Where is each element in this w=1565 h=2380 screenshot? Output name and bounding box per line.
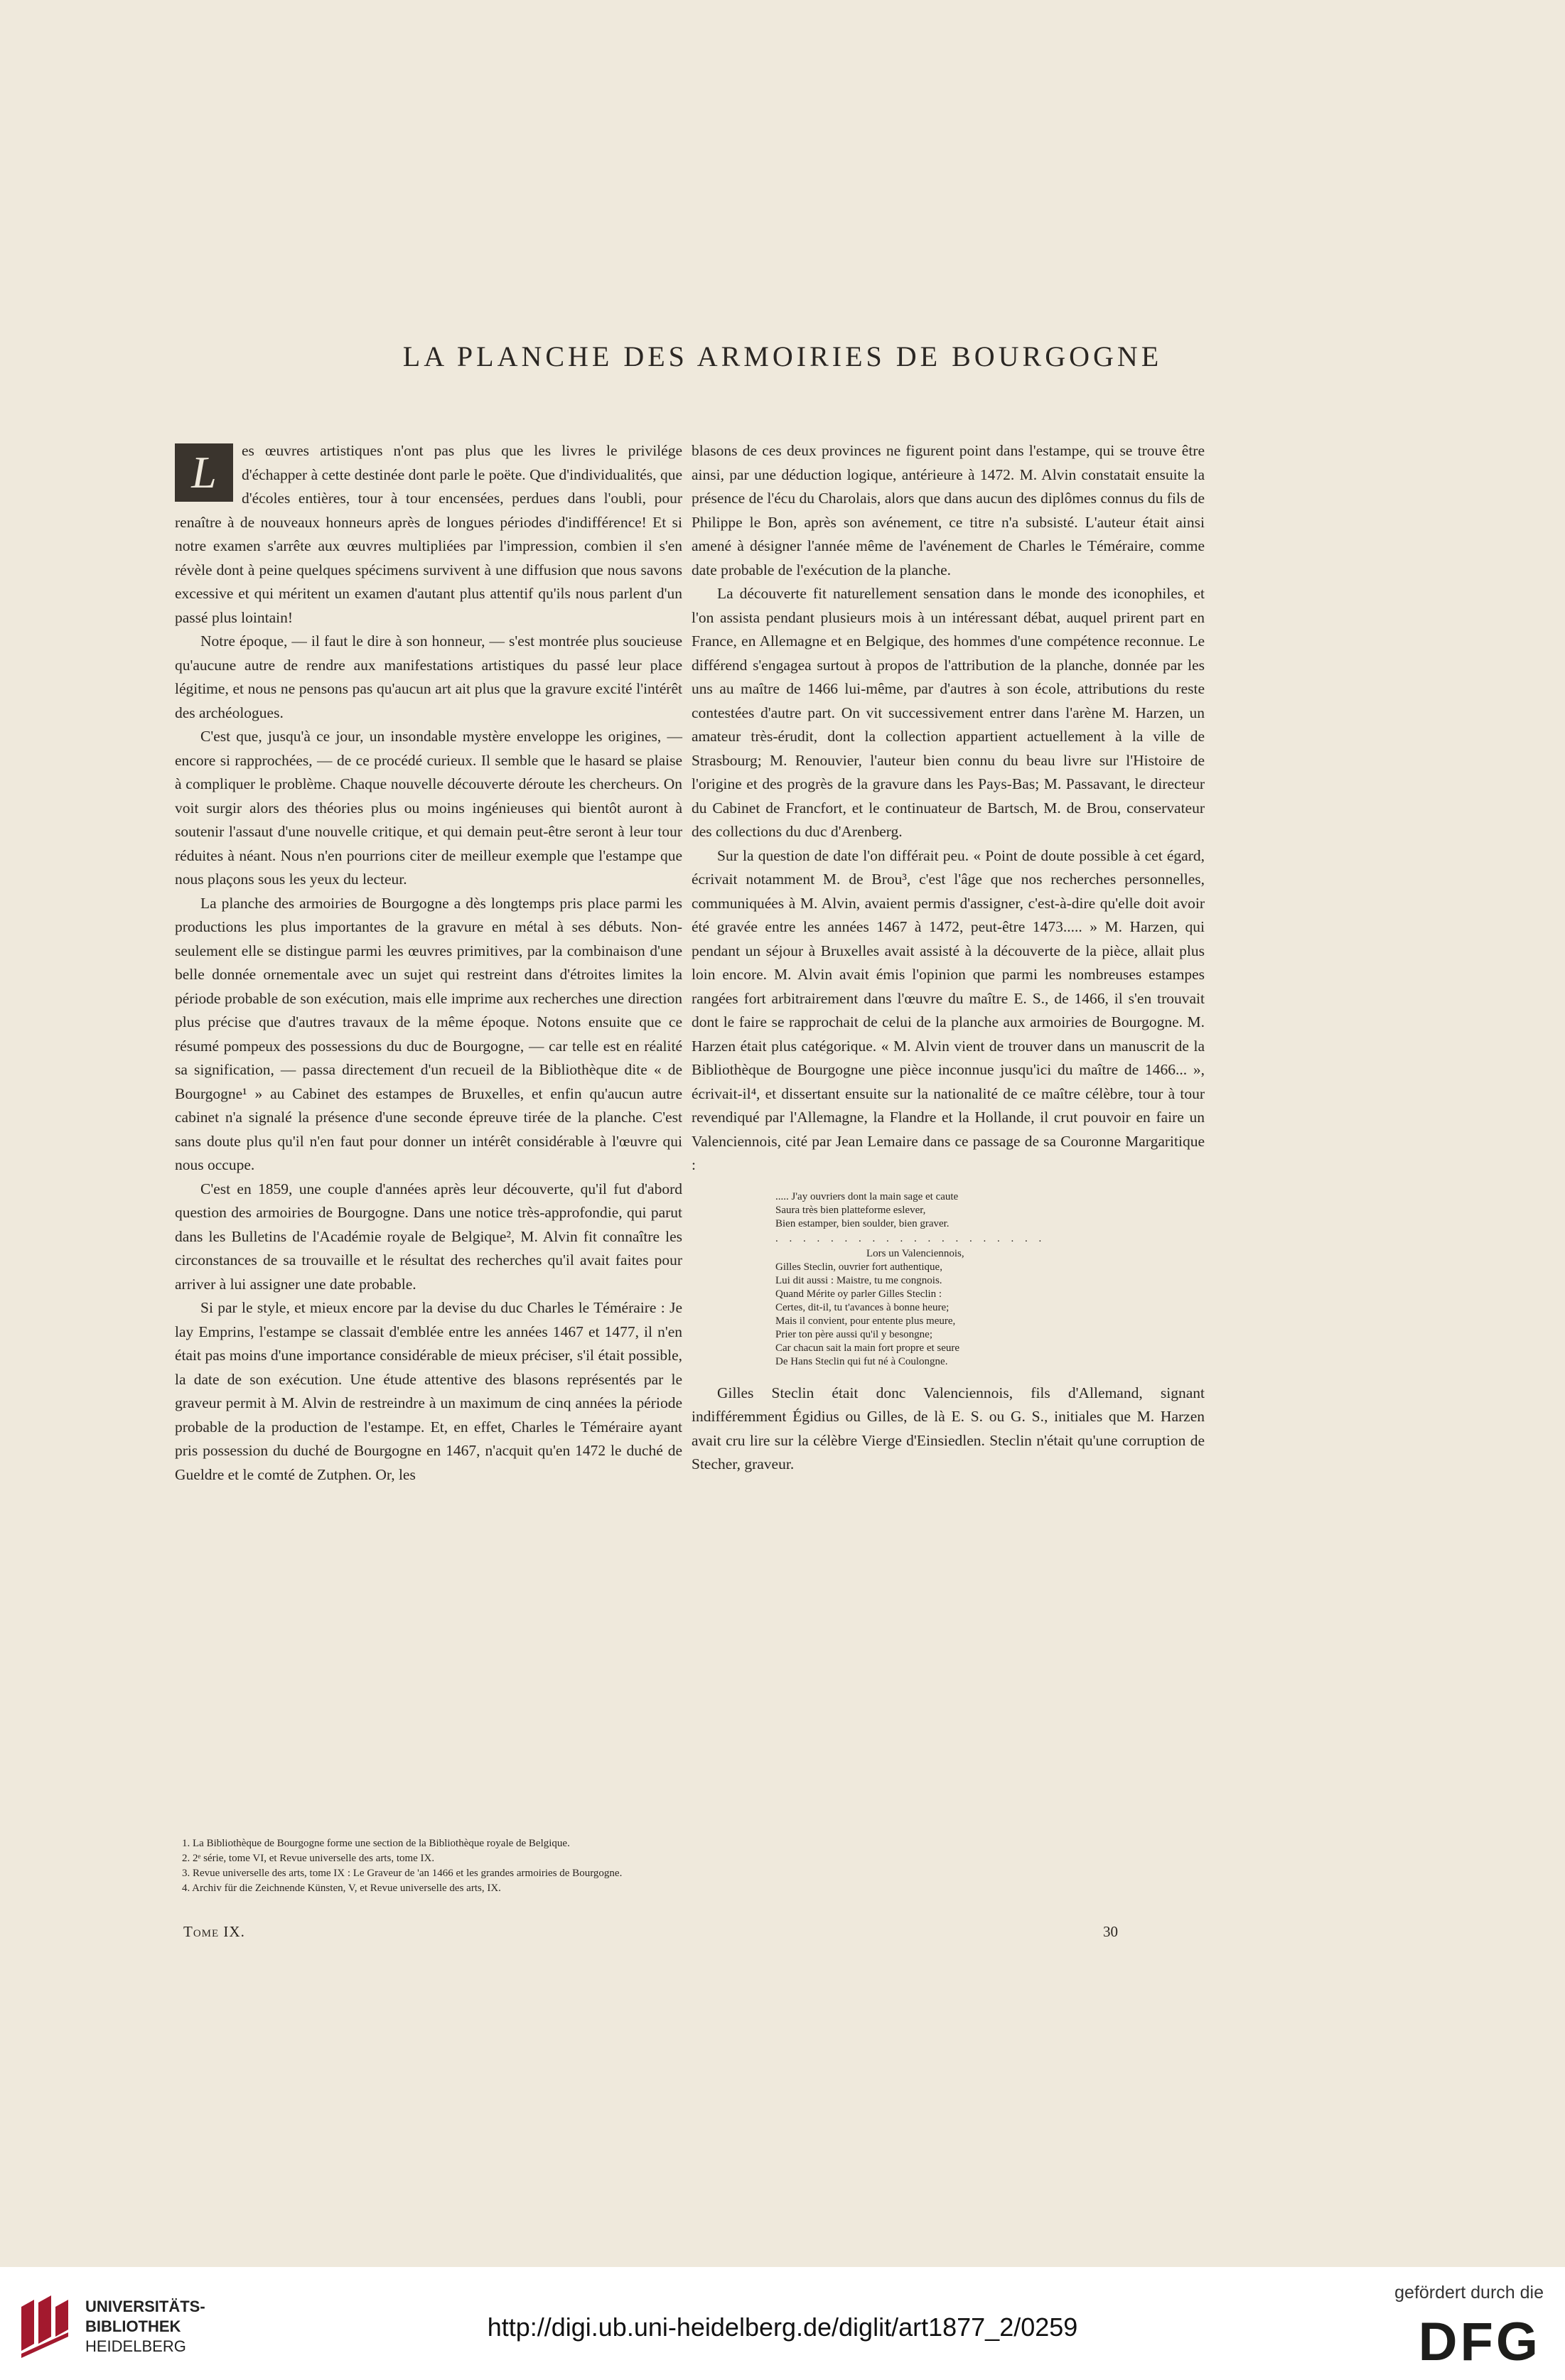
permalink-url[interactable]: http://digi.ub.uni-heidelberg.de/diglit/art1877_2/0259: [487, 2312, 1078, 2342]
paragraph-8: La découverte fit naturellement sensation dans le monde des iconophiles, et l'on assista pendant plusieurs mois à un intéressant débat, auquel prirent part en France, en Allemagne et en Belgique, des hommes d'une compétence reconnue. Le différend s'engagea surtout à propos de l'attribution de la planche, donnée par les uns au maître de 1466 lui-même, par d'autres à son école, attributions du reste contestées d'autre part. On vit successivement entrer dans l'arène M. Harzen, un amateur très-érudit, dont la collection appartient actuellement à la ville de Strasbourg; M. Renouvier, l'auteur bien connu du beau livre sur l'Histoire de l'origine et des progrès de la gravure dans les Pays-Bas; M. Passavant, le directeur du Cabinet de Francfort, et le continuateur de Bartsch, M. de Brou, conservateur des collections du duc d'Arenberg.: [692, 585, 1205, 840]
verse-line: Bien estamper, bien soulder, bien graver.: [775, 1217, 950, 1229]
verse-line: Lui dit aussi : Maistre, tu me congnois.: [775, 1274, 942, 1286]
page-number: 30: [1103, 1923, 1118, 1940]
right-column: [692, 439, 1205, 1477]
funding-notice: gefördert durch die: [1394, 2283, 1544, 2303]
verse-line: Car chacun sait la main fort propre et seure: [775, 1342, 960, 1354]
footnote: 2. 2ᵉ série, tome VI, et Revue universelle des arts, tome IX.: [182, 1853, 435, 1864]
verse-line: Prier ton père aussi qu'il y besongne;: [775, 1328, 932, 1340]
verse-line: Mais il convient, pour entente plus meure,: [775, 1315, 956, 1327]
paragraph-10: Gilles Steclin était donc Valenciennois, fils d'Allemand, signant indifféremment Égidius ou Gilles, de là E. S. ou G. S., initiales que M. Harzen avait cru lire sur la célèbre Vierge d'Einsiedlen. Steclin n'était qu'une corruption de Stecher, graveur.: [692, 1384, 1205, 1472]
paragraph-4: La planche des armoiries de Bourgogne a dès longtemps pris place parmi les productions les plus importantes de la gravure en métal à ses débuts. Non-seulement elle se distingue parmi les œuvres primitives, par la combinaison d'une belle donnée ornementale avec un sujet qui restreint dans d'étroites limites la période probable de son exécution, mais elle imprime aux recherches une direction plus précise que d'autres travaux de la même époque. Notons ensuite que ce résumé pompeux des possessions du duc de Bourgogne, — car telle est en réalité sa signification, — passa directement d'un recueil de la Bibliothèque dite « de Bourgogne¹ » au Cabinet des estampes de Bruxelles, et enfin qu'aucun autre cabinet n'a signalé la présence d'une seconde épreuve tirée de la planche. C'est sans doute plus qu'il n'en faut pour donner un intérêt considérable à l'œuvre qui nous occupe.: [175, 894, 682, 1173]
left-column: [175, 439, 682, 1487]
paragraph-6: Si par le style, et mieux encore par la devise du duc Charles le Téméraire : Je lay Emprins, l'estampe se classait d'emblée entre les années 1467 et 1477, il n'en était pas moins d'une importance considérable de mieux préciser, s'il était possible, la date de son exécution. Une étude attentive des blasons représentés par le graveur permit à M. Alvin de restreindre à un maximum de cinq années la période probable de la production de l'estampe. Et, en effet, Charles le Téméraire ayant pris possession du duché de Bourgogne en 1467, n'acquit qu'en 1472 le duché de Gueldre et le comté de Zutphen. Or, les: [175, 1299, 682, 1483]
paragraph-9: Sur la question de date l'on différait peu. « Point de doute possible à cet égard, écrivait notamment M. de Brou³, c'est l'âge que nos recherches personnelles, communiquées à M. Alvin, avaient permis d'assigner, c'est-à-dire qu'elle doit avoir été gravée entre les années 1467 à 1472, peut-être 1473..... » M. Harzen, qui pendant un séjour à Bruxelles avait assisté à la découverte de la pièce, allait plus loin encore. M. Alvin avait émis l'opinion que parmi les nombreuses estampes rangées fort arbitrairement dans l'œuvre du maître E. S., de 1466, il s'en trouvait dont le faire se rapprochait de celui de la planche aux armoiries de Bourgogne. M. Harzen était plus catégorique. « M. Alvin vient de trouver dans un manuscrit de la Bibliothèque de Bourgogne une pièce inconnue jusqu'ici du maître de 1466... », écrivait-il⁴, et dissertant ensuite sur la nationalité de ce maître célèbre, tour à tour revendiqué par l'Allemagne, la Flandre et la Hollande, il crut pouvoir en faire un Valenciennois, cité par Jean Lemaire dans ce passage de sa Couronne Margaritique :: [692, 846, 1205, 1173]
footnote: 4. Archiv für die Zeichnende Künsten, V, et Revue universelle des arts, IX.: [182, 1883, 501, 1894]
institution-line: HEIDELBERG: [85, 2337, 186, 2355]
verse-line: Gilles Steclin, ouvrier fort authentique,: [775, 1261, 942, 1273]
dfg-logo: DFG: [1418, 2312, 1541, 2372]
footnotes: [182, 1836, 1205, 1896]
paragraph-1: [175, 439, 682, 630]
verse-line: Lors un Valenciennois,: [866, 1247, 964, 1259]
paragraph-1-text: es œuvres artistiques n'ont pas plus que les livres le privilége d'échapper à cette destinée dont parle le poëte. Que d'individualités, que d'écoles entières, tour à tour encensées, perdues dans l'oubli, pour renaître à de nouveaux honneurs après de longues périodes d'indifférence! Et si notre examen s'arrête aux œuvres multipliées par l'impression, combien il s'en révèle dont à peine quelques spécimens survivent à une diffusion que nous savons excessive et qui méritent un examen d'autant plus attentif qu'ils nous parlent d'un passé plus lointain!: [175, 442, 682, 626]
footnote: 3. Revue universelle des arts, tome IX : Le Graveur de 'an 1466 et les grandes armoiries de Bourgogne.: [182, 1868, 623, 1879]
verse-line: Certes, dit-il, tu t'avances à bonne heure;: [775, 1301, 950, 1313]
volume-label: Tome IX.: [183, 1923, 245, 1940]
verse-line: Quand Mérite oy parler Gilles Steclin :: [775, 1288, 942, 1300]
verse-quote: [692, 1190, 1205, 1369]
footnote: 1. La Bibliothèque de Bourgogne forme une section de la Bibliothèque royale de Belgique.: [182, 1838, 570, 1849]
paragraph-2: Notre époque, — il faut le dire à son honneur, — s'est montrée plus soucieuse qu'aucune autre de rendre aux manifestations artistiques du passé leur place légitime, et nous ne pensons pas qu'aucun art ait plus que la gravure excité l'intérêt des archéologues.: [175, 632, 682, 721]
verse-line: ..... J'ay ouvriers dont la main sage et caute: [775, 1190, 959, 1202]
verse-ellipsis: . . . . . . . . . . . . . . . . . . . .: [775, 1232, 1046, 1244]
article-title: LA PLANCHE DES ARMOIRIES DE BOURGOGNE: [402, 340, 1163, 372]
verse-line: De Hans Steclin qui fut né à Coulongne.: [775, 1355, 948, 1367]
viewer-footer: [0, 2267, 1565, 2380]
paragraph-5: C'est en 1859, une couple d'années après leur découverte, qu'il fut d'abord question des armoiries de Bourgogne. Dans une notice très-approfondie, qui parut dans les Bulletins de l'Académie royale de Belgique², M. Alvin fit connaître les circonstances de sa trouvaille et le résultat des recherches qu'il avait faites pour arriver à lui assigner une date probable.: [175, 1180, 682, 1293]
paragraph-3: C'est que, jusqu'à ce jour, un insondable mystère enveloppe les origines, — encore si rapprochées, — de ce procédé curieux. Il semble que le hasard se plaise à compliquer le problème. Chaque nouvelle découverte déroute les chercheurs. On voit surgir alors des théories plus ou moins ingénieuses qui bientôt auront à soutenir l'assaut d'une nouvelle critique, et qui demain peut-être seront à leur tour réduites à néant. Nous n'en pourrions citer de meilleur exemple que l'estampe que nous plaçons sous les yeux du lecteur.: [175, 728, 682, 888]
dropcap-letter: L: [175, 443, 233, 502]
institution-line: UNIVERSITÄTS-: [85, 2298, 205, 2315]
verse-line: Saura très bien platteforme eslever,: [775, 1204, 926, 1216]
paragraph-7: blasons de ces deux provinces ne figurent point dans l'estampe, qui se trouve être ainsi, par une déduction logique, antérieure à 1472. M. Alvin constatait ensuite la présence de l'écu du Charolais, alors que dans aucun des diplômes connus du fils de Philippe le Bon, après son avénement, ce titre n'a subsisté. L'auteur était ainsi amené à désigner l'année même de l'avénement de Charles le Téméraire, comme date probable de l'exécution de la planche.: [692, 442, 1205, 578]
institution-line: BIBLIOTHEK: [85, 2317, 181, 2335]
